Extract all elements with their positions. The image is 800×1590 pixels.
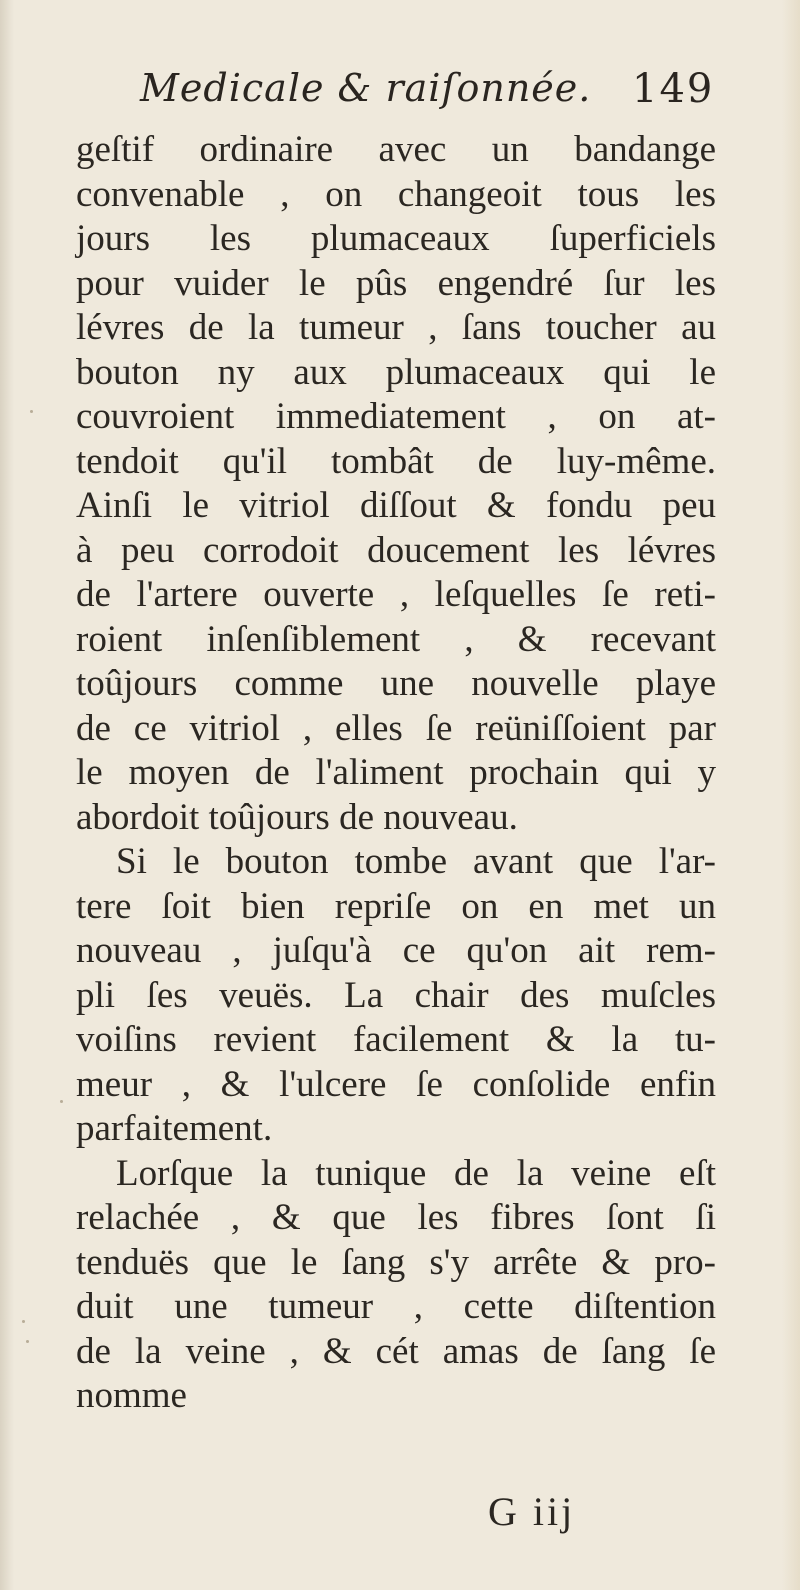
text-line: parfaitement. — [76, 1108, 273, 1149]
text-line: relachée , & que les fibres ſont ſi — [76, 1197, 716, 1238]
text-line: de l'artere ouverte , leſquelles ſe reti- — [76, 574, 716, 615]
running-head — [0, 66, 800, 136]
text-line: duit une tumeur , cette diſtention — [76, 1286, 716, 1327]
text-line: couvroient immediatement , on at- — [76, 396, 716, 437]
text-line: tendoit qu'il tombât de luy-même. — [76, 440, 716, 482]
text-line: abordoit toûjours de nouveau. — [76, 796, 518, 838]
text-line: bouton ny aux plumaceaux qui le — [76, 351, 716, 393]
text-line: geſtif ordinaire avec un bandange — [76, 129, 716, 170]
text-line: tere ſoit bien repriſe on en met un — [76, 885, 716, 927]
text-line: meur , & l'ulcere ſe conſolide enfin — [76, 1063, 716, 1105]
text-line: toûjours comme une nouvelle playe — [76, 663, 716, 704]
running-head-title: Medicale & raiſonnée. — [140, 66, 592, 110]
text-line: Lorſque la tunique de la veine eſt — [116, 1152, 716, 1194]
body-text — [76, 128, 716, 1419]
text-line: jours les plumaceaux ſuperficiels — [76, 218, 716, 259]
text-line: le moyen de l'aliment prochain qui y — [76, 752, 716, 793]
text-line: tenduës que le ſang s'y arrête & pro- — [76, 1241, 716, 1283]
paper-speck — [26, 1340, 29, 1343]
text-line: roient inſenſiblement , & recevant — [76, 618, 716, 660]
text-line: nomme — [76, 1375, 187, 1416]
paper-speck — [22, 1320, 25, 1323]
text-line: nouveau , juſqu'à ce qu'on ait rem- — [76, 930, 716, 971]
text-line: convenable , on changeoit tous les — [76, 173, 716, 215]
paper-speck — [60, 1100, 63, 1103]
text-line: Si le bouton tombe avant que l'ar- — [116, 841, 716, 882]
page-gutter-shadow — [0, 0, 14, 1590]
text-line: lévres de la tumeur , ſans toucher au — [76, 307, 716, 348]
text-line: Ainſi le vitriol diſſout & fondu peu — [76, 485, 716, 526]
text-line: pour vuider le pûs engendré ſur les — [76, 262, 716, 304]
text-line: voiſins revient facilement & la tu- — [76, 1019, 716, 1060]
page-edge-shadow — [782, 0, 800, 1590]
text-line: à peu corrodoit doucement les lévres — [76, 529, 716, 571]
text-line: pli ſes veuës. La chair des muſcles — [76, 974, 716, 1016]
page-number: 149 — [632, 66, 715, 112]
text-line: de ce vitriol , elles ſe reüniſſoient par — [76, 707, 716, 749]
text-line: de la veine , & cét amas de ſang ſe — [76, 1330, 716, 1372]
paper-speck — [30, 410, 33, 413]
signature-mark: G iij — [488, 1489, 576, 1534]
